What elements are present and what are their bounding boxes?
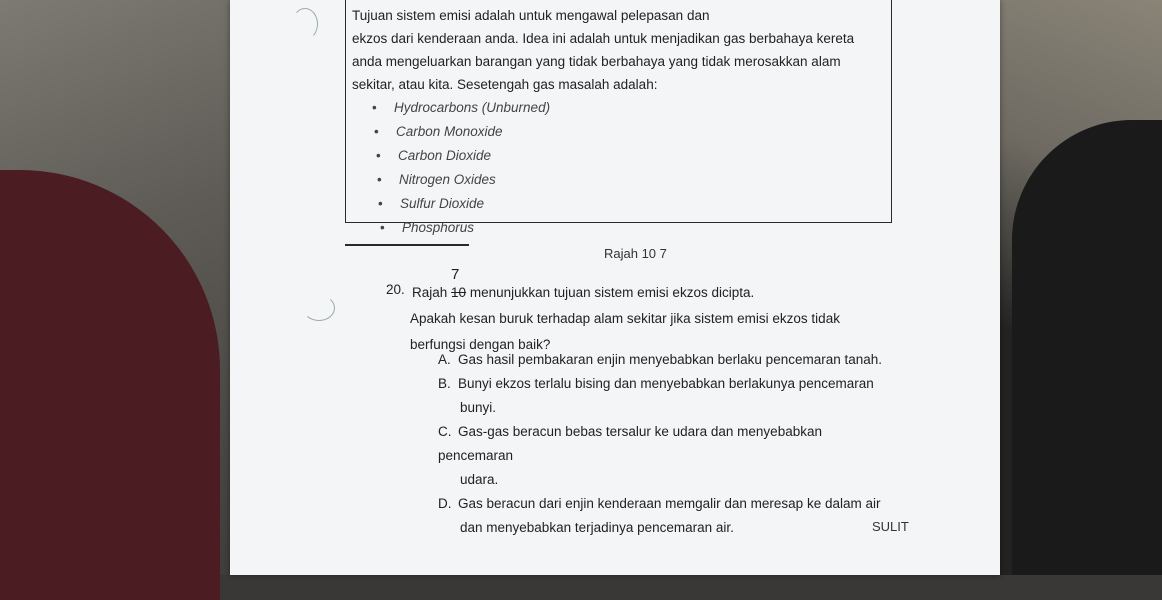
bullet-icon: • [374, 124, 379, 139]
list-item: • Phosphorus [380, 216, 550, 240]
question-line-1: Rajah 10 menunjukkan tujuan sistem emisi ekzos dicipta. [412, 285, 755, 300]
gas-list [372, 96, 550, 240]
handwritten-correction: 7 [451, 266, 460, 283]
question-number: 20. [386, 282, 405, 297]
list-item: • Carbon Monoxide [374, 120, 550, 144]
bullet-icon: • [376, 148, 381, 163]
intro-line: sekitar, atau kita. Sesetengah gas masalah adalah: [352, 77, 658, 92]
pencil-mark-question [303, 295, 335, 321]
answer-options [438, 346, 898, 540]
option-c[interactable]: C. Gas-gas beracun bebas tersalur ke udara dan menyebabkan pencemaran udara. [438, 424, 822, 487]
intro-paragraph [352, 4, 882, 96]
intro-line: Tujuan sistem emisi adalah untuk mengawal pelepasan dan [352, 8, 710, 23]
option-a[interactable]: A. Gas hasil pembakaran enjin menyebabkan berlaku pencemaran tanah. [438, 352, 883, 367]
info-box-bottom-edge [345, 244, 469, 246]
option-b[interactable]: B. Bunyi ekzos terlalu bising dan menyebabkan berlakunya pencemaran bunyi. [438, 376, 874, 415]
intro-line: anda mengeluarkan barangan yang tidak berbahaya yang tidak merosakkan alam [352, 54, 841, 69]
list-item: • Carbon Dioxide [376, 144, 550, 168]
list-item: • Nitrogen Oxides [377, 168, 550, 192]
bullet-icon: • [372, 100, 377, 115]
question-line-3: berfungsi dengan baik? [410, 337, 551, 352]
figure-caption: Rajah 10 7 [604, 246, 667, 261]
intro-line: ekzos dari kenderaan anda. Idea ini adalah untuk menjadikan gas berbahaya kereta [352, 31, 855, 46]
list-item: • Sulfur Dioxide [378, 192, 550, 216]
question-text [410, 264, 860, 358]
bullet-icon: • [377, 172, 382, 187]
pencil-mark-top [292, 8, 318, 40]
bullet-icon: • [380, 220, 385, 235]
sulit-label: SULIT [872, 519, 909, 534]
option-d[interactable]: D. Gas beracun dari enjin kenderaan memgalir dan meresap ke dalam air dan menyebabkan terjadinya pencemaran air. [438, 496, 881, 535]
bullet-icon: • [378, 196, 383, 211]
question-line-2: Apakah kesan buruk terhadap alam sekitar jika sistem emisi ekzos tidak [410, 311, 840, 326]
list-item: • Hydrocarbons (Unburned) [372, 96, 550, 120]
dark-fabric-right [1012, 120, 1162, 575]
